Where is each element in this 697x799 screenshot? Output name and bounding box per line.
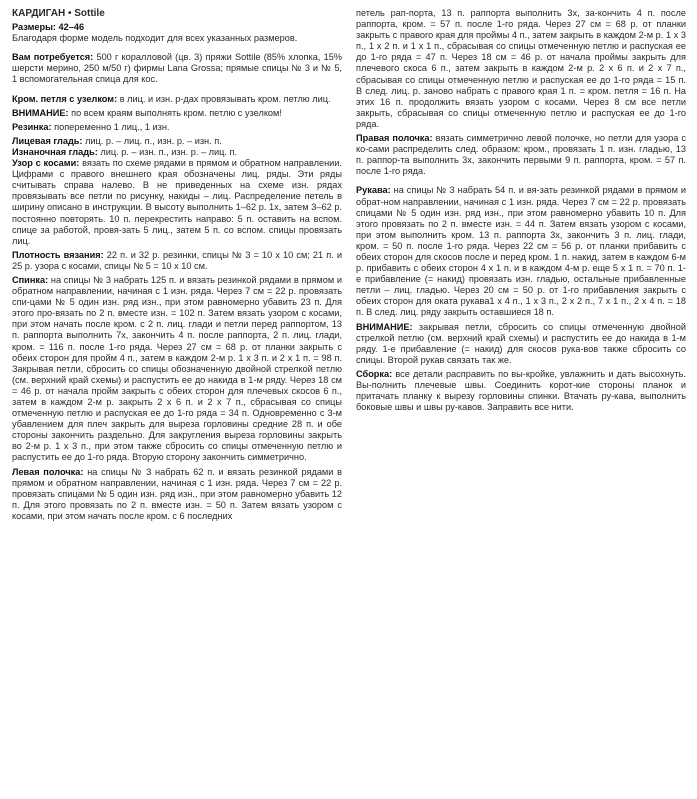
stockinette-paragraph: Лицевая гладь: лиц. р. – лиц. п., изн. р. – изн. п.: [12, 135, 222, 146]
back-paragraph: Спинка: на спицы № 3 набрать 125 п. и вязать резинкой рядами в прямом и обратном направлении, начиная с 1 изн. ряда. Через 7 см = 22 р. провязать спи-цами № 5 один изн. ряд изн., при этом равномерно убавить 23 п. Для этого про-вязать по 2 п. вместе изн. = 102 п. Затем вязать узором с косами, при этом начать после кром. с 2 п. лиц. глади и петли перед раппортом, 13 п. раппорта выполнить 7х, закончить 4 п. после раппорта, 2 п. лиц. глади, кром. = 116 п. после 1-го ряда. Через 27 см = 68 р. от планки закрыть с обеих сторон для пройм 4 п., затем в каждом 2-м р. 1 х 3 п. и 2 х 1 п. = 98 п. Закрывая петли, сбросить со спицы обозначенную двойной стрелкой петлю (см. верхний край схемы) и распустить ее до накида в 1-м ряду. Через 18 см = 46 р. от начала пройм закрыть с обеих сторон для плечевых скосов 6 п., затем в каждом 2-м р. закрыть 2 х 6 п. и 2 х 7 п., сбрасывая со спицы отмеченную петлю и распуская ее до 1-го ряда = 34 п. Одновременно с 3-м убавлением для плеч закрыть для выреза горловины средние 28 п. и обе стороны закончить раздельно. Для закругления выреза горловины закрыть во 2-м р. 1 х 3 п., при этом также сбросить со спицы отмеченную петлю и распустить ее до 1-го ряда. Вторую сторону закончить симметрично.: [12, 274, 342, 463]
rib-paragraph: Резинка: попеременно 1 лиц., 1 изн.: [12, 121, 170, 132]
edge-stitch-paragraph: Кром. петля с узелком: в лиц. и изн. р-дах провязывать кром. петлю лиц.: [12, 93, 331, 104]
reverse-stockinette-paragraph: Изнаночная гладь: лиц. р. – изн. п., изн. р. – лиц. п.: [12, 146, 238, 157]
right-column: [356, 8, 686, 793]
gauge-paragraph: Плотность вязания: 22 п. и 32 р. резинки, спицы № 3 = 10 х 10 см; 21 п. и 25 р. узора с косами, спицы № 5 = 10 х 10 см.: [12, 249, 342, 271]
right-front-paragraph: Правая полочка: вязать симметрично левой полочке, но петли для узора с ко-сами распределить след. образом: кром., провязать 1 п. изн. гладью, 13 п. раппор-та выполнить 3х, закончить первыми 9 п. раппорта, кром. = 57 п. после 1-го ряда.: [356, 133, 686, 177]
cable-pattern-paragraph: Узор с косами: вязать по схеме рядами в прямом и обратном направлении. Цифрами с правого внешнего края обозначены лиц. ряды. Эти ряды считывать справа налево. В не приведенных на схеме изн. рядах провязывать все петли по рисунку, накиды – лиц. Распределение петель в ширину описано в инструкции. В высоту выполнить 1–62 р. 1х, затем 3–62 р. постоянно повторять. 10 п. перекрестить направо: 5 п. оставить на вспом. спице за работой, провя-зать 5 лиц., затем 5 п. со вспом. спицы провязать лиц.: [12, 158, 342, 246]
pattern-title: КАРДИГАН • Sottile: [12, 8, 105, 19]
left-column: [12, 8, 342, 793]
assembly-paragraph: Сборка: все детали расправить по вы-кройке, увлажнить и дать высохнуть. Вы-полнить плечевые швы. Соединить корот-кие стороны планок и притачать планку к вырезу горловины спинки. Втачать ру-кава, выполнить боковые швы и швы ру-кавов. Заправить все нити.: [356, 368, 686, 413]
materials-paragraph: Вам потребуется: 500 г коралловой (цв. 3) пряжи Sottile (85% хлопка, 15% шерсти мерино, 250 м/50 г) фирмы Lana Grossa; прямые спицы № 3 и № 5, 1 вспомогательная спица для кос.: [12, 52, 342, 85]
sleeves-paragraph: Рукава: на спицы № 3 набрать 54 п. и вя-зать резинкой рядами в прямом и обрат-ном направлении, начиная с 1 изн. ряда. Через 7 см = 22 р. провязать спицами № 5 один изн. ряд изн., при этом равномерно убавить 10 п. Для этого провязать по 2 п. вместе изн. = 44 п. Затем вязать узором с косами, при этом выполнить кром. 13 п. раппорта 3х, закончить 3 п. лиц. глади, кром. = 50 п. после 1-го ряда. Через 22 см = 56 р. от планки прибавить с обеих сторон для скосов после и перед кром. 1 п. накид, затем в каждом 6-м р. прибавить с обеих сторон 4 х 1 п. и в каждом 4-м р. еще 5 х 1 п. = 70 п. 1-е прибавление (= накид) провязать изн. гладью, остальные прибавленные петли – лиц. гладью. Через 20 см = 50 р. от 1-го прибавления закрыть с обеих сторон для оката рукава1 х 4 п., 1 х 3 п., 2 х 2 п., 7 х 1 п., 2 х 4 п. = 18 п. В след. лиц. ряду закрыть оставшиеся 18 п.: [356, 185, 686, 318]
left-front-paragraph: Левая полочка: на спицы № 3 набрать 62 п. и вязать резинкой рядами в прямом и обратном направлении, начиная с 1 изн. ряда. Через 7 см = 22 р. провязать спицами № 5 один изн. ряд изн., при этом равномерно убавить 12 п. Для этого провязать по 2 п. вместе изн. = 50 п. Затем вязать узором с косами, при этом начать после кром. с 6 последних: [12, 466, 342, 521]
attention-paragraph: ВНИМАНИЕ: по всем краям выполнять кром. петлю с узелком!: [12, 107, 282, 118]
attention-sleeves-paragraph: ВНИМАНИЕ: закрывая петли, сбросить со спицы отмеченную двойной стрелкой петлю (см. верхний край схемы) и распустить ее до накида в 1-м ряду. 1-е прибавление (= накид) для скосов рука-вов также сбросить со спицы. Второй рукав связать так же.: [356, 321, 686, 365]
intro-text: Благодаря форме модель подходит для всех указанных размеров.: [12, 33, 298, 44]
left-front-continuation: петель рап-порта, 13 п. раппорта выполнить 3х, за-кончить 4 п. после раппорта, кром. = 57 п. после 1-го ряда. Через 27 см = 68 р. от планки закрыть с правого края для проймы 4 п., затем закрыть в каждом 2-м р. 1 х 3 п., 1 х 2 п. и 1 х 1 п., сбрасывая со спицы отмеченную петлю и распуская ее до 1-го ряда = 47 п. Через 18 см = 46 р. от начала проймы закрыть для плечевого скоса 6 п., затем закрыть в каждом 2-м р. 2 х 6 п. и 2 х 7 п., сбрасывая со спицы отмеченную петлю и распуская ее до 1-го ряда = 15 п. В след. лиц. р. заново набрать с правого края 1 п. = кром. петля = 16 п. На этих 16 п. продолжить вязать узором с косами. Через 8 см все петли закрыть, сбрасывая со спицы отмеченную петлю и распуская ее до 1-го ряда.: [356, 8, 686, 129]
sizes-line: Размеры: 42–46: [12, 22, 85, 33]
